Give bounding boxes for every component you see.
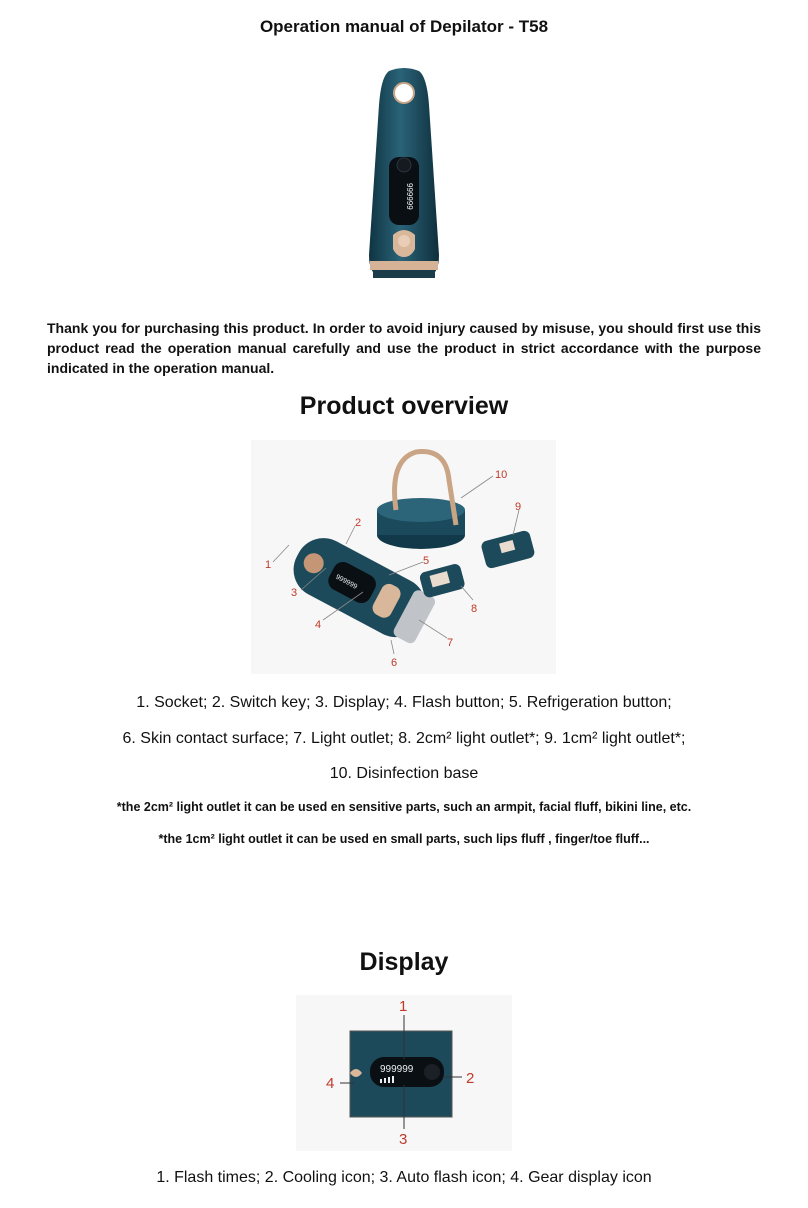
- display-diagram: [296, 995, 512, 1151]
- hero-screen-digits: 999999: [405, 183, 414, 210]
- display-screen-digits: 999999: [380, 1064, 414, 1075]
- overview-callout-2: 2: [355, 517, 362, 529]
- overview-callout-7: 7: [447, 637, 454, 649]
- overview-callout-9: 9: [515, 501, 522, 513]
- overview-callout-3: 3: [291, 587, 298, 599]
- overview-callout-6: 6: [391, 657, 398, 669]
- note-2cm: *the 2cm² light outlet it can be used en sensitive parts, such an armpit, facial fluff, bikini line, etc.: [116, 800, 692, 814]
- parts-line-1: 1. Socket; 2. Switch key; 3. Display; 4. Flash button; 5. Refrigeration button;: [136, 694, 672, 711]
- product-overview-diagram: [251, 440, 556, 674]
- overview-screen-digits: 999999: [334, 573, 359, 591]
- display-callout-1: 1: [399, 998, 408, 1015]
- parts-line-3: 10. Disinfection base: [329, 765, 479, 782]
- overview-callout-4: 4: [315, 619, 322, 631]
- display-callout-3: 3: [399, 1131, 408, 1148]
- overview-callout-1: 1: [265, 559, 272, 571]
- note-1cm: *the 1cm² light outlet it can be used en small parts, such lips fluff , finger/toe fluff...: [158, 832, 650, 846]
- display-heading: Display: [359, 948, 449, 976]
- display-legend: 1. Flash times; 2. Cooling icon; 3. Auto flash icon; 4. Gear display icon: [156, 1169, 652, 1186]
- overview-callout-5: 5: [423, 555, 430, 567]
- product-overview-heading: Product overview: [299, 392, 509, 420]
- parts-line-2: 6. Skin contact surface; 7. Light outlet; 8. 2cm² light outlet*; 9. 1cm² light outlet*;: [122, 730, 686, 747]
- overview-callout-10: 10: [495, 469, 508, 481]
- display-callout-2: 2: [466, 1070, 475, 1087]
- page-title: Operation manual of Depilator - T58: [259, 17, 549, 36]
- overview-callout-8: 8: [471, 603, 478, 615]
- display-callout-4: 4: [326, 1075, 335, 1092]
- device-hero-image: [359, 65, 449, 291]
- intro-paragraph: Thank you for purchasing this product. In order to avoid injury caused by misuse, you should first use this product read the operation manual carefully and use the product in strict accordance with the purpose indicated in the operation manual.: [47, 320, 761, 376]
